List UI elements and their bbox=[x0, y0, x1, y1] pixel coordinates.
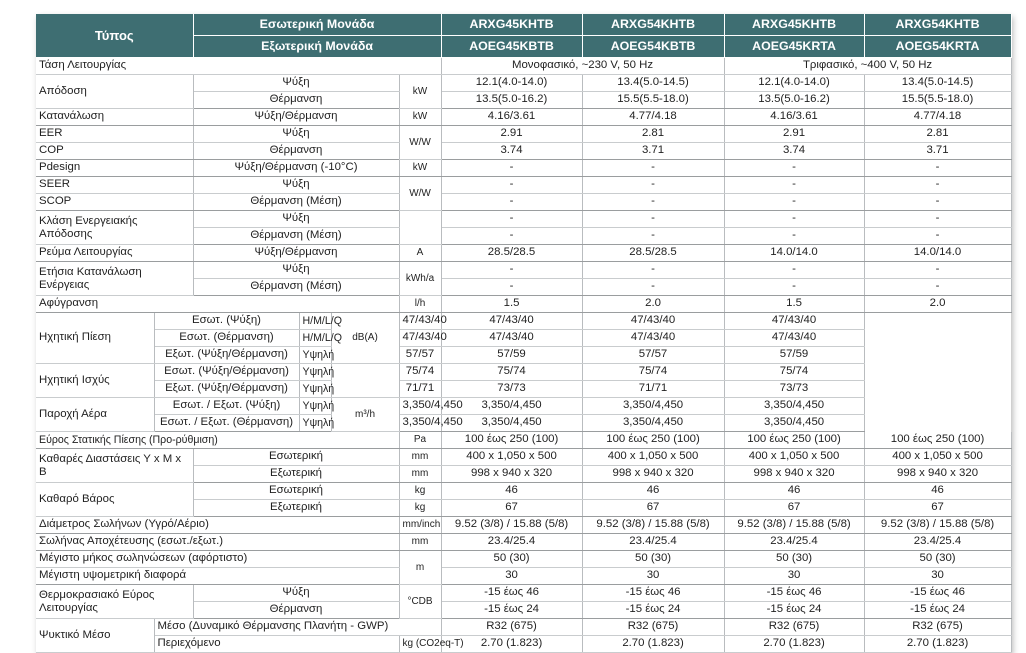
value-cell: 9.52 (3/8) / 15.88 (5/8) bbox=[582, 517, 724, 534]
part-label: Εξωτ. (Ψύξη/Θέρμανση) bbox=[154, 381, 299, 398]
value-cell: 14.0/14.0 bbox=[724, 245, 864, 262]
value-cell: 50 (30) bbox=[864, 551, 1011, 568]
part-label: Εσωτ. (Θέρμανση) bbox=[154, 330, 299, 347]
value-cell: 12.1(4.0-14.0) bbox=[724, 75, 864, 92]
table-row bbox=[36, 398, 1011, 415]
table-row bbox=[36, 143, 1011, 160]
value-cell: - bbox=[724, 262, 864, 279]
value-cell: -15 έως 24 bbox=[724, 602, 864, 619]
row-label: Μέγιστο μήκος σωληνώσεων (αφόρτιστο) bbox=[36, 551, 399, 568]
value-cell: 67 bbox=[582, 500, 724, 517]
value-cell: 73/73 bbox=[441, 381, 582, 398]
table-row bbox=[36, 381, 1011, 398]
value-cell: - bbox=[864, 279, 1011, 296]
row-label: Pdesign bbox=[36, 160, 193, 177]
value-cell: 2.70 (1.823) bbox=[724, 636, 864, 653]
outdoor-model-header: AOEG54KBTB bbox=[582, 36, 724, 58]
row-label: Θερμοκρασιακό Εύρος Λειτουργίας bbox=[36, 585, 193, 619]
outdoor-model-header: AOEG45KRTA bbox=[724, 36, 864, 58]
value-cell: 14.0/14.0 bbox=[864, 245, 1011, 262]
value-cell: 2.81 bbox=[582, 126, 724, 143]
spec-sheet bbox=[36, 14, 1011, 653]
row-label: Διάμετρος Σωλήνων (Υγρό/Αέριο) bbox=[36, 517, 399, 534]
value-cell: 2.70 (1.823) bbox=[441, 636, 582, 653]
table-row bbox=[36, 313, 1011, 330]
level-label: Υψηλή bbox=[299, 347, 331, 364]
table-row bbox=[36, 517, 1011, 534]
value-cell: 28.5/28.5 bbox=[582, 245, 724, 262]
value-cell: -15 έως 46 bbox=[582, 585, 724, 602]
value-cell: 47/43/40 bbox=[399, 330, 441, 347]
value-cell: - bbox=[582, 211, 724, 228]
value-cell: - bbox=[864, 160, 1011, 177]
row-label: Τάση Λειτουργίας bbox=[36, 58, 441, 75]
value-cell: 47/43/40 bbox=[441, 313, 582, 330]
value-cell: 71/71 bbox=[399, 381, 441, 398]
type-header: Τύπος bbox=[36, 14, 193, 58]
table-row bbox=[36, 568, 1011, 585]
row-label: Εύρος Στατικής Πίεσης (Προ-ρύθμιση) bbox=[36, 432, 399, 449]
mode-label: Θέρμανση bbox=[193, 602, 399, 619]
value-cell: - bbox=[724, 160, 864, 177]
row-label: Παροχή Αέρα bbox=[36, 398, 154, 432]
value-cell: - bbox=[724, 177, 864, 194]
value-cell: 3,350/4,450 bbox=[582, 398, 724, 415]
level-label: Υψηλή bbox=[299, 415, 331, 432]
mode-label: Εσωτερική bbox=[193, 449, 399, 466]
value-cell: 1.5 bbox=[441, 296, 582, 313]
value-cell: - bbox=[441, 279, 582, 296]
row-label: Ηχητική Πίεση bbox=[36, 313, 154, 364]
value-cell: R32 (675) bbox=[864, 619, 1011, 636]
supply-three-phase: Τριφασικό, ~400 V, 50 Hz bbox=[724, 58, 1011, 75]
value-cell: - bbox=[441, 262, 582, 279]
value-cell: 9.52 (3/8) / 15.88 (5/8) bbox=[864, 517, 1011, 534]
table-row bbox=[36, 211, 1011, 228]
value-cell: -15 έως 46 bbox=[724, 585, 864, 602]
value-cell: 46 bbox=[441, 483, 582, 500]
spec-table bbox=[36, 14, 1012, 653]
value-cell: - bbox=[582, 279, 724, 296]
indoor-model-header: ARXG54KHTB bbox=[864, 14, 1011, 36]
outdoor-unit-header: Εξωτερική Μονάδα bbox=[193, 36, 441, 58]
row-label: Μέγιστη υψομετρική διαφορά bbox=[36, 568, 399, 585]
row-label: Σωλήνας Αποχέτευσης (εσωτ./εξωτ.) bbox=[36, 534, 399, 551]
value-cell: 12.1(4.0-14.0) bbox=[441, 75, 582, 92]
value-cell: 28.5/28.5 bbox=[441, 245, 582, 262]
table-row bbox=[36, 636, 1011, 653]
value-cell: 46 bbox=[864, 483, 1011, 500]
value-cell: - bbox=[864, 262, 1011, 279]
value-cell: 47/43/40 bbox=[399, 313, 441, 330]
value-cell: 998 x 940 x 320 bbox=[864, 466, 1011, 483]
value-cell: 23.4/25.4 bbox=[864, 534, 1011, 551]
table-row bbox=[36, 534, 1011, 551]
value-cell: - bbox=[582, 262, 724, 279]
unit-label: Pa bbox=[399, 432, 441, 449]
part-label: Εσωτ. (Ψύξη) bbox=[154, 313, 299, 330]
level-label: Υψηλή bbox=[299, 381, 331, 398]
value-cell: 71/71 bbox=[582, 381, 724, 398]
value-cell: 23.4/25.4 bbox=[582, 534, 724, 551]
value-cell: R32 (675) bbox=[582, 619, 724, 636]
value-cell: 2.70 (1.823) bbox=[864, 636, 1011, 653]
row-label: Κατανάλωση bbox=[36, 109, 193, 126]
unit-cell-empty bbox=[331, 364, 399, 398]
value-cell: 4.16/3.61 bbox=[724, 109, 864, 126]
value-cell: 2.0 bbox=[582, 296, 724, 313]
unit-label: dB(A) bbox=[331, 313, 399, 364]
outdoor-model-header: AOEG45KBTB bbox=[441, 36, 582, 58]
value-cell: 3,350/4,450 bbox=[399, 415, 441, 432]
mode-label: Μέσο (Δυναμικό Θέρμανσης Πλανήτη - GWP) bbox=[154, 619, 441, 636]
value-cell: 23.4/25.4 bbox=[724, 534, 864, 551]
table-row bbox=[36, 75, 1011, 92]
indoor-unit-header: Εσωτερική Μονάδα bbox=[193, 14, 441, 36]
value-cell: 47/43/40 bbox=[724, 330, 864, 347]
unit-label: m³/h bbox=[331, 398, 399, 432]
value-cell: 13.4(5.0-14.5) bbox=[864, 75, 1011, 92]
unit-label: kW bbox=[399, 109, 441, 126]
value-cell: 3.71 bbox=[582, 143, 724, 160]
table-row bbox=[36, 109, 1011, 126]
value-cell: 67 bbox=[724, 500, 864, 517]
mode-label: Ψύξη/Θέρμανση bbox=[193, 109, 399, 126]
part-label: Εξωτ. (Ψύξη/Θέρμανση) bbox=[154, 347, 299, 364]
value-cell: 75/74 bbox=[441, 364, 582, 381]
level-label: H/M/L/Q bbox=[299, 313, 331, 330]
value-cell: -15 έως 24 bbox=[441, 602, 582, 619]
unit-label: mm bbox=[399, 449, 441, 466]
value-cell: - bbox=[582, 194, 724, 211]
value-cell: 400 x 1,050 x 500 bbox=[441, 449, 582, 466]
mode-label: Ψύξη bbox=[193, 75, 399, 92]
unit-cell-empty bbox=[399, 211, 441, 245]
value-cell: 2.0 bbox=[864, 296, 1011, 313]
value-cell: -15 έως 24 bbox=[582, 602, 724, 619]
row-label: Ψυκτικό Μέσο bbox=[36, 619, 154, 653]
level-label: Υψηλή bbox=[299, 364, 331, 381]
table-row bbox=[36, 177, 1011, 194]
value-cell: 100 έως 250 (100) bbox=[724, 432, 864, 449]
value-cell: 3,350/4,450 bbox=[724, 415, 864, 432]
value-cell: 4.16/3.61 bbox=[441, 109, 582, 126]
value-cell: 46 bbox=[724, 483, 864, 500]
value-cell: 100 έως 250 (100) bbox=[441, 432, 582, 449]
value-cell: 46 bbox=[582, 483, 724, 500]
value-cell: 75/74 bbox=[582, 364, 724, 381]
value-cell: 2.70 (1.823) bbox=[582, 636, 724, 653]
value-cell: 23.4/25.4 bbox=[441, 534, 582, 551]
value-cell: - bbox=[441, 194, 582, 211]
unit-label: mm bbox=[399, 534, 441, 551]
outdoor-model-header: AOEG54KRTA bbox=[864, 36, 1011, 58]
unit-label: kg bbox=[399, 483, 441, 500]
value-cell: 400 x 1,050 x 500 bbox=[724, 449, 864, 466]
row-label: Απόδοση bbox=[36, 75, 193, 109]
table-row bbox=[36, 262, 1011, 279]
table-row bbox=[36, 364, 1011, 381]
mode-label: Θέρμανση bbox=[193, 143, 399, 160]
mode-label: Ψύξη bbox=[193, 126, 399, 143]
mode-label: Θέρμανση bbox=[193, 92, 399, 109]
value-cell: R32 (675) bbox=[441, 619, 582, 636]
value-cell: - bbox=[582, 228, 724, 245]
table-row bbox=[36, 449, 1011, 466]
mode-label: Ψύξη/Θέρμανση (-10°C) bbox=[193, 160, 399, 177]
mode-label: Περιεχόμενο bbox=[154, 636, 399, 653]
value-cell: 4.77/4.18 bbox=[864, 109, 1011, 126]
value-cell: 9.52 (3/8) / 15.88 (5/8) bbox=[724, 517, 864, 534]
value-cell: 50 (30) bbox=[441, 551, 582, 568]
mode-label: Θέρμανση (Μέση) bbox=[193, 194, 399, 211]
value-cell: 2.91 bbox=[724, 126, 864, 143]
row-label: SEER bbox=[36, 177, 193, 194]
value-cell: -15 έως 24 bbox=[864, 602, 1011, 619]
value-cell: 50 (30) bbox=[724, 551, 864, 568]
value-cell: 73/73 bbox=[724, 381, 864, 398]
value-cell: 15.5(5.5-18.0) bbox=[864, 92, 1011, 109]
table-row bbox=[36, 551, 1011, 568]
mode-label: Ψύξη bbox=[193, 177, 399, 194]
table-row bbox=[36, 126, 1011, 143]
unit-label: kg bbox=[399, 500, 441, 517]
value-cell: 3.74 bbox=[724, 143, 864, 160]
value-cell: 3,350/4,450 bbox=[441, 398, 582, 415]
mode-label: Εξωτερική bbox=[193, 466, 399, 483]
value-cell: 3.74 bbox=[441, 143, 582, 160]
unit-label: l/h bbox=[399, 296, 441, 313]
table-row bbox=[36, 194, 1011, 211]
value-cell: 998 x 940 x 320 bbox=[582, 466, 724, 483]
table-row bbox=[36, 619, 1011, 636]
value-cell: 3,350/4,450 bbox=[724, 398, 864, 415]
value-cell: 1.5 bbox=[724, 296, 864, 313]
value-cell: 47/43/40 bbox=[441, 330, 582, 347]
row-label: Ηχητική Ισχύς bbox=[36, 364, 154, 398]
value-cell: 2.91 bbox=[441, 126, 582, 143]
indoor-model-header: ARXG45KHTB bbox=[724, 14, 864, 36]
value-cell: - bbox=[724, 279, 864, 296]
value-cell: 3,350/4,450 bbox=[582, 415, 724, 432]
value-cell: - bbox=[864, 177, 1011, 194]
value-cell: 3,350/4,450 bbox=[399, 398, 441, 415]
table-row bbox=[36, 585, 1011, 602]
value-cell: 100 έως 250 (100) bbox=[582, 432, 724, 449]
value-cell: - bbox=[724, 228, 864, 245]
value-cell: 75/74 bbox=[399, 364, 441, 381]
value-cell: 30 bbox=[724, 568, 864, 585]
value-cell: - bbox=[441, 228, 582, 245]
value-cell: 30 bbox=[441, 568, 582, 585]
value-cell: 47/43/40 bbox=[582, 330, 724, 347]
value-cell: 400 x 1,050 x 500 bbox=[582, 449, 724, 466]
unit-label: °CDB bbox=[399, 585, 441, 619]
table-row bbox=[36, 245, 1011, 262]
value-cell: 30 bbox=[864, 568, 1011, 585]
row-label: Αφύγρανση bbox=[36, 296, 399, 313]
value-cell: 13.4(5.0-14.5) bbox=[582, 75, 724, 92]
value-cell: 400 x 1,050 x 500 bbox=[864, 449, 1011, 466]
row-label: COP bbox=[36, 143, 193, 160]
mode-label: Θέρμανση (Μέση) bbox=[193, 228, 399, 245]
row-label: EER bbox=[36, 126, 193, 143]
mode-label: Ψύξη/Θέρμανση bbox=[193, 245, 399, 262]
part-label: Εσωτ. / Εξωτ. (Ψύξη) bbox=[154, 398, 299, 415]
row-label: Ετήσια Κατανάλωση Ενέργειας bbox=[36, 262, 193, 296]
value-cell: 57/57 bbox=[582, 347, 724, 364]
value-cell: R32 (675) bbox=[724, 619, 864, 636]
value-cell: 57/57 bbox=[399, 347, 441, 364]
value-cell: - bbox=[441, 177, 582, 194]
unit-label: A bbox=[399, 245, 441, 262]
value-cell: 47/43/40 bbox=[724, 313, 864, 330]
unit-label: kWh/a bbox=[399, 262, 441, 296]
table-row bbox=[36, 483, 1011, 500]
table-row bbox=[36, 330, 1011, 347]
value-cell: 998 x 940 x 320 bbox=[441, 466, 582, 483]
table-row bbox=[36, 58, 1011, 75]
value-cell: 57/59 bbox=[724, 347, 864, 364]
unit-label: kg (CO2eq-T) bbox=[399, 636, 441, 653]
unit-label: W/W bbox=[399, 126, 441, 160]
value-cell: 9.52 (3/8) / 15.88 (5/8) bbox=[441, 517, 582, 534]
mode-label: Ψύξη bbox=[193, 211, 399, 228]
value-cell: - bbox=[441, 211, 582, 228]
value-cell: 100 έως 250 (100) bbox=[864, 432, 1011, 449]
value-cell: 13.5(5.0-16.2) bbox=[724, 92, 864, 109]
indoor-model-header: ARXG45KHTB bbox=[441, 14, 582, 36]
value-cell: - bbox=[724, 194, 864, 211]
row-label: Καθαρές Διαστάσεις Υ x Μ x Β bbox=[36, 449, 193, 483]
value-cell: 67 bbox=[441, 500, 582, 517]
value-cell: 13.5(5.0-16.2) bbox=[441, 92, 582, 109]
table-row bbox=[36, 432, 1011, 449]
supply-single-phase: Μονοφασικό, ~230 V, 50 Hz bbox=[441, 58, 724, 75]
unit-label: mm/inch bbox=[399, 517, 441, 534]
header-row bbox=[36, 14, 1011, 36]
value-cell: 3,350/4,450 bbox=[441, 415, 582, 432]
value-cell: -15 έως 46 bbox=[864, 585, 1011, 602]
row-label: Καθαρό Βάρος bbox=[36, 483, 193, 517]
level-label: Υψηλή bbox=[299, 398, 331, 415]
unit-label: kW bbox=[399, 75, 441, 109]
level-label: H/M/L/Q bbox=[299, 330, 331, 347]
value-cell: 998 x 940 x 320 bbox=[724, 466, 864, 483]
unit-label: kW bbox=[399, 160, 441, 177]
value-cell: 75/74 bbox=[724, 364, 864, 381]
value-cell: - bbox=[864, 228, 1011, 245]
value-cell: - bbox=[724, 211, 864, 228]
value-cell: - bbox=[864, 194, 1011, 211]
value-cell: - bbox=[441, 160, 582, 177]
unit-label: mm bbox=[399, 466, 441, 483]
indoor-model-header: ARXG54KHTB bbox=[582, 14, 724, 36]
mode-label: Ψύξη bbox=[193, 585, 399, 602]
table-row bbox=[36, 415, 1011, 432]
value-cell: 30 bbox=[582, 568, 724, 585]
unit-label: W/W bbox=[399, 177, 441, 211]
mode-label: Εσωτερική bbox=[193, 483, 399, 500]
part-label: Εσωτ. (Ψύξη/Θέρμανση) bbox=[154, 364, 299, 381]
row-label: SCOP bbox=[36, 194, 193, 211]
value-cell: 3.71 bbox=[864, 143, 1011, 160]
value-cell: 4.77/4.18 bbox=[582, 109, 724, 126]
row-label: Κλάση Ενεργειακής Απόδοσης bbox=[36, 211, 193, 245]
part-label: Εσωτ. / Εξωτ. (Θέρμανση) bbox=[154, 415, 299, 432]
table-row bbox=[36, 160, 1011, 177]
value-cell: 15.5(5.5-18.0) bbox=[582, 92, 724, 109]
mode-label: Ψύξη bbox=[193, 262, 399, 279]
value-cell: 2.81 bbox=[864, 126, 1011, 143]
value-cell: 50 (30) bbox=[582, 551, 724, 568]
value-cell: -15 έως 46 bbox=[441, 585, 582, 602]
mode-label: Εξωτερική bbox=[193, 500, 399, 517]
table-row bbox=[36, 347, 1011, 364]
value-cell: 47/43/40 bbox=[582, 313, 724, 330]
table-row bbox=[36, 296, 1011, 313]
value-cell: - bbox=[582, 177, 724, 194]
row-label: Ρεύμα Λειτουργίας bbox=[36, 245, 193, 262]
value-cell: - bbox=[864, 211, 1011, 228]
value-cell: 57/59 bbox=[441, 347, 582, 364]
unit-label: m bbox=[399, 551, 441, 585]
value-cell: 67 bbox=[864, 500, 1011, 517]
mode-label: Θέρμανση (Μέση) bbox=[193, 279, 399, 296]
value-cell: - bbox=[582, 160, 724, 177]
